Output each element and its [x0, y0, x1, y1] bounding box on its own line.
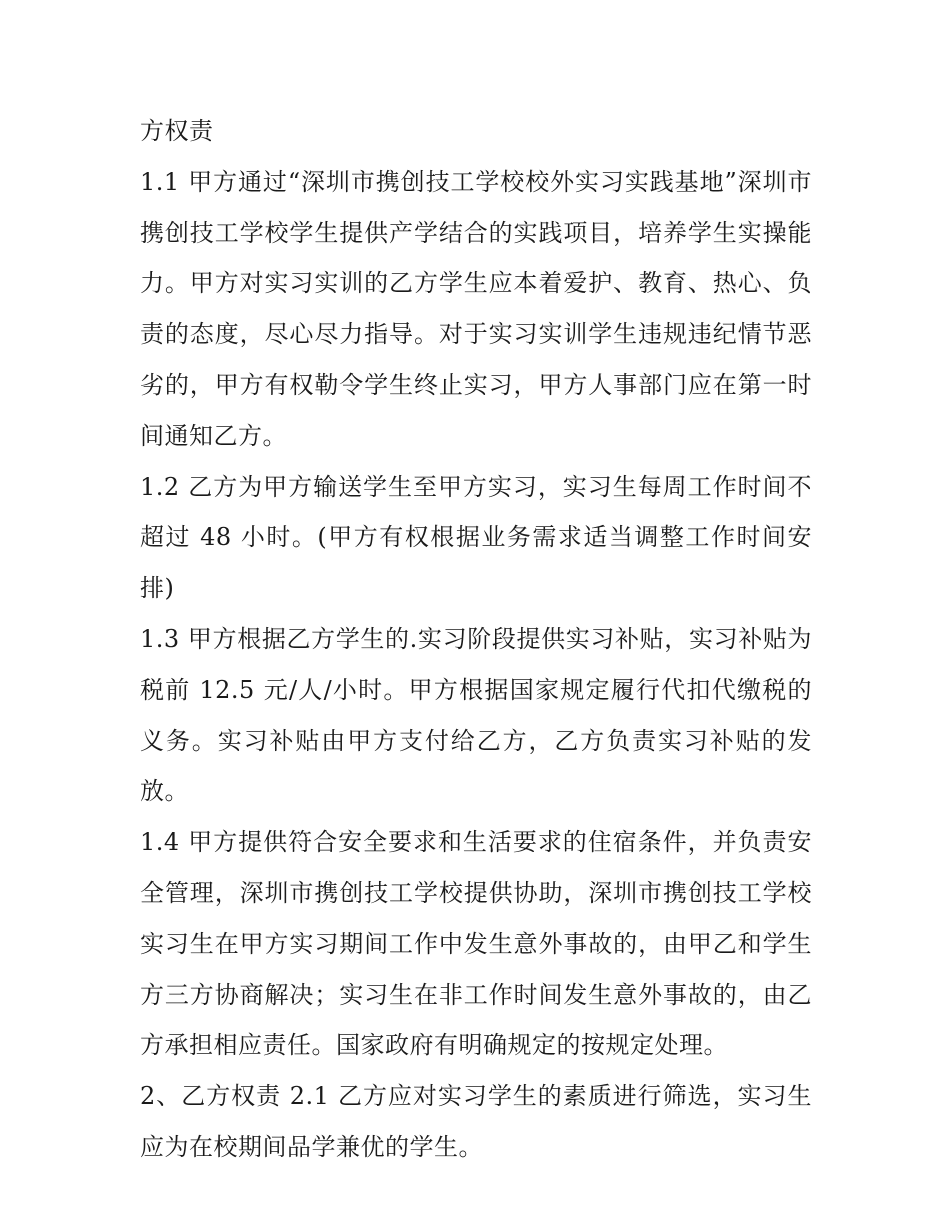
paragraph-section-heading: 方权责	[140, 117, 214, 145]
paragraph-2-1: 2、乙方权责 2.1 乙方应对实习学生的素质进行筛选，实习生应为在校期间品学兼优的学生。	[140, 1082, 812, 1161]
document-body	[140, 106, 812, 1173]
paragraph-1-3: 1.3 甲方根据乙方学生的.实习阶段提供实习补贴，实习补贴为税前 12.5 元/人/小时。甲方根据国家规定履行代扣代缴税的义务。实习补贴由甲方支付给乙方，乙方负责实习补贴的发放。	[140, 624, 812, 806]
paragraph-1-1: 1.1 甲方通过“深圳市携创技工学校校外实习实践基地”深圳市携创技工学校学生提供产学结合的实践项目，培养学生实操能力。甲方对实习实训的乙方学生应本着爱护、教育、热心、负责的态度，尽心尽力指导。对于实习实训学生违规违纪情节恶劣的，甲方有权勒令学生终止实习，甲方人事部门应在第一时间通知乙方。	[140, 167, 812, 450]
paragraph-1-2: 1.2 乙方为甲方输送学生至甲方实习，实习生每周工作时间不超过 48 小时。(甲方有权根据业务需求适当调整工作时间安排)	[140, 472, 812, 603]
paragraph-1-4: 1.4 甲方提供符合安全要求和生活要求的住宿条件，并负责安全管理，深圳市携创技工学校提供协助，深圳市携创技工学校实习生在甲方实习期间工作中发生意外事故的，由甲乙和学生方三方协商解决；实习生在非工作时间发生意外事故的，由乙方承担相应责任。国家政府有明确规定的按规定处理。	[140, 828, 812, 1060]
